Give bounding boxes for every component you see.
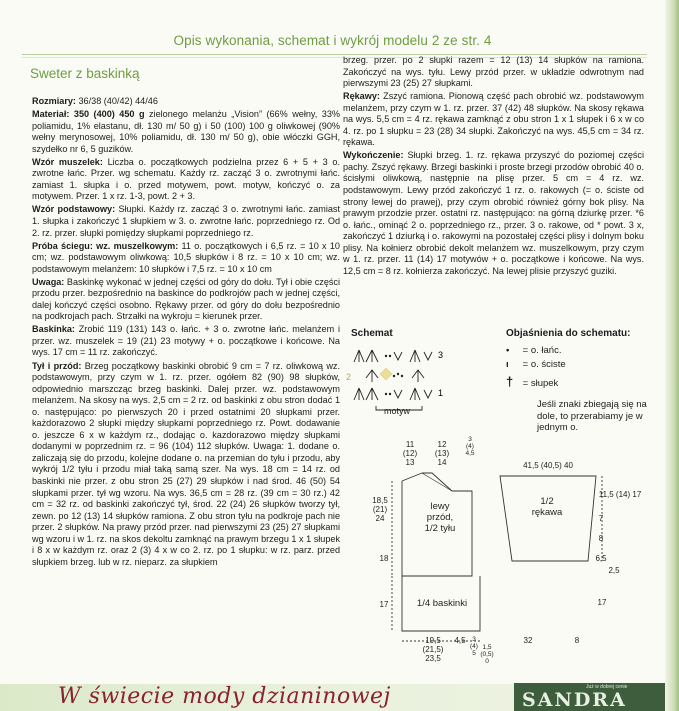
dimension-label: [434, 440, 450, 467]
sleeve-piece-label: [522, 496, 572, 518]
instructions-right-column: [343, 55, 644, 279]
instruction-paragraph: [343, 91, 644, 149]
dimension-label: [468, 636, 480, 657]
dimension-value: (13): [434, 449, 450, 458]
instruction-paragraph: [32, 277, 340, 323]
instruction-paragraph: [32, 361, 340, 569]
legend-item: [506, 359, 566, 370]
dimension-value: 0: [485, 658, 489, 665]
instruction-paragraph: [32, 324, 340, 359]
schematic-motif-label: motyw: [384, 406, 411, 416]
schematic-title: Schemat: [351, 328, 393, 339]
legend-title: Objaśnienia do schematu:: [506, 328, 631, 339]
dimension-label: 8: [574, 636, 580, 645]
magazine-ad-title: SANDRA: [522, 689, 627, 711]
legend-item-text: = o. ściste: [522, 359, 566, 370]
page-header-title: Opis wykonania, schemat i wykrój modelu 2 ze str. 4: [173, 33, 492, 48]
dimension-value: (21,5): [422, 645, 444, 654]
dimension-value: (4): [470, 643, 478, 650]
dimension-label: 17: [597, 598, 607, 607]
dimension-value: 3: [468, 436, 472, 443]
dimension-label: [480, 644, 494, 665]
instruction-paragraph: [32, 241, 340, 276]
dimension-value: (12): [402, 449, 418, 458]
dimension-label: 7: [598, 514, 604, 523]
instruction-text: Zszyć ramiona. Pionową część pach obrobić wz. podstawowym melanżem, przy czym w 1. rz. przer. 37 (42) 48 słupków. Na skosy rękawa na wys. 5,5 cm = 4 rz. rękawa zamknąć z obu stron 1 x 1 słupek i 6 x w co 4. rz. po 1 słupku = 23 (28) 34 słupki. Zakończyć na wys. 45,5 cm = 34 rz. rękawa.: [343, 91, 644, 148]
instruction-paragraph: [32, 157, 340, 203]
instruction-text: Zrobić 119 (131) 143 o. łańc. + 3 o. zwrotne łańc. melanżem i przer. wz. muszelek = 19 (21) 23 motywy + o. początkowe i końcowe. Na wys. 17 cm = 11 rz. zakończyć.: [32, 324, 340, 358]
instruction-label: Rozmiary:: [32, 96, 76, 106]
sleeve-piece-label-line: 1/2: [540, 496, 554, 507]
instruction-paragraph: [32, 109, 340, 155]
instruction-text: Słupki. Każdy rz. zacząć 3 o. zwrotnymi łańc. zamiast 1. słupka i zakończyć 1 słupkiem w 3. o. zwrotne łańc. poprzedniego rz. Od 2. rz. przer. słupki pomiędzy słupkami poprzedniego rz.: [32, 204, 340, 238]
instruction-label: Tył i przód:: [32, 360, 82, 371]
instruction-text: Baskinkę wykonać w jednej części od góry do dołu. Tył i obie części przodu przer. bezpośrednio na baskince do podkrojów pach w jednej części, dalej kończyć części osobno. Rękawy przer. od góry do dołu bezpośrednio na podkrojach pach. Strzałki na wykroju = kierunek przer.: [32, 276, 340, 322]
dimension-value: 11: [405, 440, 415, 449]
legend-item-text: = słupek: [522, 378, 559, 389]
sleeve-side-dimension: 11,5 (14) 17: [598, 490, 642, 499]
dimension-label: 2,5: [608, 566, 620, 575]
instruction-label: Wzór muszelek:: [32, 156, 103, 167]
basque-piece-label: 1/4 baskinki: [416, 598, 468, 609]
dimension-value: 14: [437, 458, 447, 467]
front-piece-label-line: 1/2 tyłu: [424, 523, 456, 534]
instruction-paragraph: [32, 96, 340, 108]
instruction-paragraph: [32, 204, 340, 239]
sleeve-piece-label-line: rękawa: [531, 507, 563, 518]
magazine-ad-tagline: Już w dobrej cenie: [586, 684, 628, 690]
single-crochet-icon: ı: [506, 359, 509, 370]
dimension-label: [370, 496, 390, 523]
schematic-row-label: 3: [438, 350, 444, 360]
dimension-value: (21): [372, 505, 388, 514]
dimension-value: 3: [472, 636, 476, 643]
schematic-row-label: 2: [346, 372, 352, 382]
instruction-text: Liczba o. początkowych podzielna przez 6 + 5 + 3 o. zwrotne łańc. Przer. wg schematu. Każdy rz. zacząć 3 o. zwrotnymi łańc. zamiast 1. słupka i o. przed motywem, powt. motyw, kończyć o. za motywem. Przer. 1 x rz. 1-3, powt. 2 + 3.: [32, 156, 340, 202]
dimension-label: 17: [379, 600, 389, 609]
dimension-label: 18: [379, 554, 389, 563]
instruction-label: Wzór podstawowy:: [32, 204, 116, 215]
dimension-value: 1,5: [482, 644, 492, 651]
dimension-value: 23,5: [425, 654, 441, 663]
magazine-ad: [514, 683, 665, 711]
instruction-paragraph: [343, 150, 644, 277]
instructions-left-column: [32, 96, 340, 570]
instruction-label: Próba ściegu: wz. muszelkowym:: [32, 240, 179, 251]
pattern-diagram: [340, 436, 650, 671]
dimension-label: [402, 440, 418, 467]
double-crochet-icon: †: [506, 374, 514, 389]
instruction-text: Słupki brzeg. 1. rz. rękawa przyszyć do poziomej części pachy. Zszyć rękawy. Brzegi baskinki i proste brzegi przodów obrobić 40 o. ścisłymi oliwkową, następnie na plisę przer. 5 cm = 4 rz. wz. podstawowym. Lewy przód zakończyć 1 rz. o. rakowych (= o. ściste od strony lewej do prawej), przy czym obrobić również górny bok plisy. Na prawym przodzie przer. ostatni rz. następująco: na górną dziurkę przer. *6 o. łańc., ominąć 2 o. poprzedniego rz., przer. 3 o. rakowe, od * powt. 3 x, zakończyć 1 dziurką i o. rakowymi na pozostałej części plisy i dolnym boku plisy. Na kołnierz obrobić dekolt melanżem wz. muszelkowym, przy czym w 1. rz. przer. 11 (14) 17 motywów + o. początkowe i końcowe. Na wys. 12,5 cm = 8 rz. kołnierza zakończyć. Na lewej plisie przyszyć guziki.: [343, 150, 644, 276]
legend-item: [506, 345, 561, 356]
chain-stitch-icon: •: [506, 345, 510, 356]
dimension-label: 6,5: [595, 554, 607, 563]
front-piece-label-line: przód,: [426, 512, 454, 523]
instruction-label: Uwaga:: [32, 276, 65, 287]
instruction-text: 36/38 (40/42) 44/46: [75, 96, 158, 106]
dimension-value: 5: [472, 650, 476, 657]
instruction-label: Materiał: 350 (400) 450 g: [32, 109, 145, 120]
dimension-value: 24: [375, 514, 385, 523]
dimension-value: (0,5): [480, 651, 494, 658]
dimension-value: 19,5: [425, 636, 441, 645]
legend-item-text: = o. łańc.: [522, 345, 562, 356]
dimension-value: 13: [405, 458, 415, 467]
footer-banner-text: W świecie mody dzianinowej: [58, 684, 391, 709]
instruction-text: 11 o. początkowych i 6,5 rz. = 10 x 10 cm; wz. podstawowym oliwkową: 10,5 słupków i 8 rz. = 10 x 10 cm; wz. podstawowym melanżem: 10 słupków i 7,5 rz. = 10 x 10 cm: [32, 240, 340, 274]
section-title: Sweter z baskinką: [30, 66, 140, 81]
front-piece-label: [415, 501, 465, 534]
instruction-label: Wykończenie:: [343, 150, 404, 161]
dimension-label: 32: [523, 636, 533, 645]
instruction-label: Baskinka:: [32, 324, 75, 335]
dimension-label: 8: [598, 534, 604, 543]
instruction-text: zielonego melanżu „Vision” (66% wełny, 33% poliamidu, 1% elastanu, dł. 130 m/ 50 g) i 50 (100) 100 g oliwkowej (90% wełny merynosowej, 10% poliamidu, dł. 130 m/ 50 g), obie włóczki GGH, szydełko nr 6, 5 guzików.: [32, 109, 340, 154]
dimension-label: 4,5: [454, 636, 466, 645]
instruction-text: Brzeg początkowy baskinki obrobić 9 cm = 7 rz. oliwkową wz. podstawowym, przy czym w 1. rz. przer. ogółem 82 (90) 98 słupków, odpowiednio marszcząc brzeg baskinki. Dalej przer. wz. podstawowym melanżem. Na skosy na wys. 2,5 cm = 2 rz. od baskinki z obu stron dodać 1 o. następująco: po pierwszych 20 i przed ostatnimi 20 słupkami przer. każdorazowo 2 słupki między słupkami poprzedniego rz. Powt. dodawanie o. jeszcze 6 x w każdym rz., dodając o. kazdorazowo między słupkami dodanymi w poprzednim rz. = 96 (104) 112 słupków. Uwaga: 1. dodane o. zaliczają się do przodu, kolejne dodane o. na przemian do tyłu i przodu, aby wykrój 1/2 tyłu i przodu miał taką samą szer. Na wys. 18 cm = 14 rz. od baskinki nie przer. z obu stron 25 (27) 29 słupków i nad środ. 46 (50) 54 słupkami przer. tył wg wzoru. Na wys. 36,5 cm = 28 rz. (39 cm = 30 rz.) 42 cm = 32 rz. od baskinki zakończyć tył, środ. 22 (24) 26 słupków tworzy tył, zewn. po 12 (13) 14 słupków ramiona. Z obu stron tyłu na podkroje pach nie przer. 2 słupków. Na prawy przód przer. nad pierwszymi 23 (25) 27 słupkami wg wzoru i w 1. rz. na skos dekoltu zamknąć na prawym brzegu 1 x 1 słupek i 8 x w każdym rz. oraz 2 (3) 4 x w co 2. rz. po 1 słupku: w rz. parz. przed słupkiem brzeg. lub w rz. nieparz. za słupkiem: [32, 360, 340, 567]
sleeve-top-dimension: 41,5 (40,5) 40: [523, 461, 573, 470]
page-edge-decoration: [665, 0, 679, 711]
dimension-value: (4): [466, 443, 474, 450]
schematic-row-label: 1: [438, 388, 444, 398]
front-piece-label-line: lewy: [430, 501, 450, 512]
legend-item: [506, 374, 558, 389]
dimension-value: 4,5: [465, 450, 475, 457]
dimension-value: 18,5: [372, 496, 388, 505]
legend-note: Jeśli znaki zbiegają się na dole, to przerabiamy je w jednym o.: [537, 399, 647, 433]
instruction-paragraph: [343, 55, 644, 90]
instruction-label: Rękawy:: [343, 91, 380, 102]
dimension-value: 12: [437, 440, 447, 449]
instruction-text: brzeg. przer. po 2 słupki razem = 12 (13) 14 słupków na ramiona. Zakończyć na wys. tyłu. Lewy przód przer. w układzie odwrotnym nad pierwszymi 23 (25) 27 słupkami.: [343, 55, 644, 89]
dimension-label: [418, 636, 448, 663]
dimension-label: [462, 436, 478, 457]
